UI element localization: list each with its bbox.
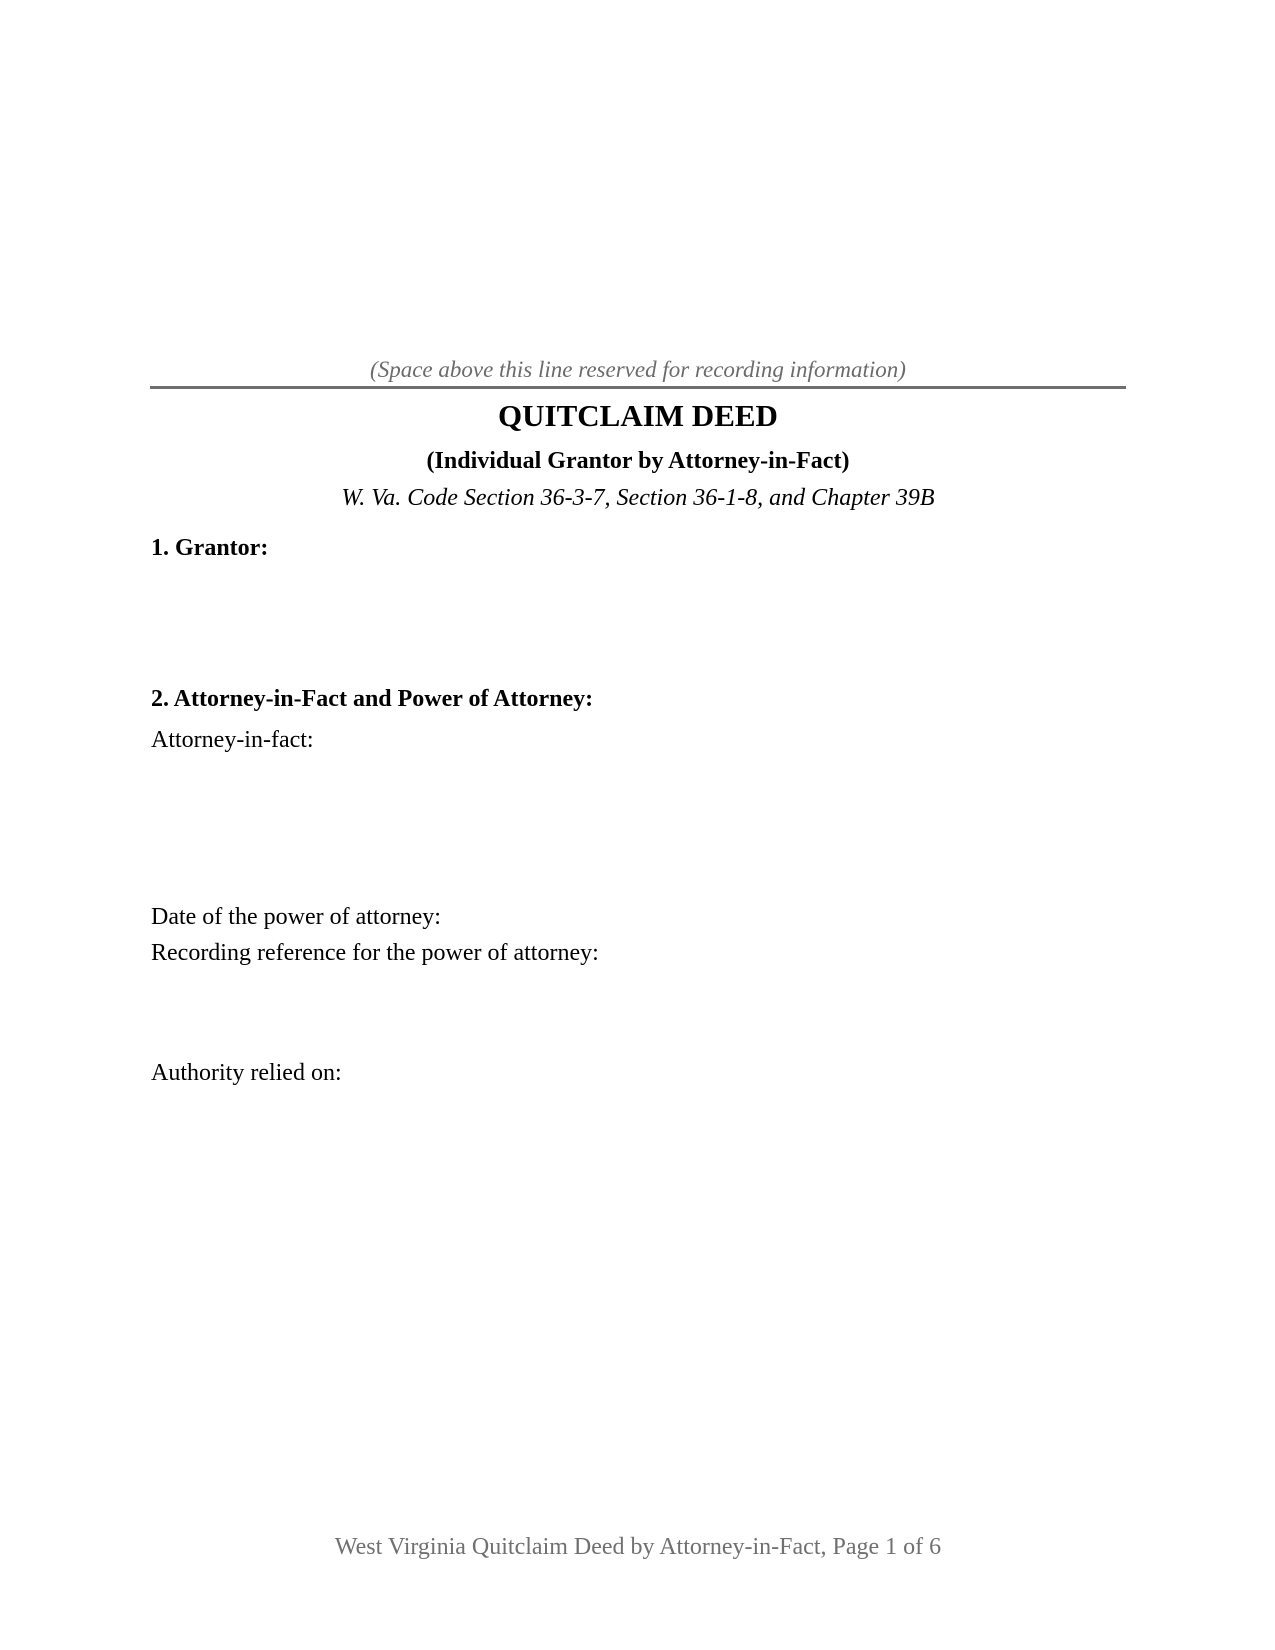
attorney-in-fact-label: Attorney-in-fact: (151, 727, 314, 753)
page-footer: West Virginia Quitclaim Deed by Attorney-in-Fact, Page 1 of 6 (334, 1534, 942, 1560)
section-heading-attorney-in-fact: 2. Attorney-in-Fact and Power of Attorney: (151, 686, 594, 712)
recording-reference-label: Recording reference for the power of attorney: (151, 940, 599, 966)
recording-divider-line (150, 386, 1126, 389)
authority-relied-on-label: Authority relied on: (151, 1060, 342, 1086)
power-of-attorney-date-label: Date of the power of attorney: (151, 904, 441, 930)
recording-space-note: (Space above this line reserved for recording information) (370, 357, 906, 382)
document-subtitle: (Individual Grantor by Attorney-in-Fact) (426, 448, 850, 474)
document-title: QUITCLAIM DEED (498, 398, 778, 433)
section-heading-grantor: 1. Grantor: (151, 535, 269, 561)
statute-citation: W. Va. Code Section 36-3-7, Section 36-1-8, and Chapter 39B (341, 485, 935, 511)
